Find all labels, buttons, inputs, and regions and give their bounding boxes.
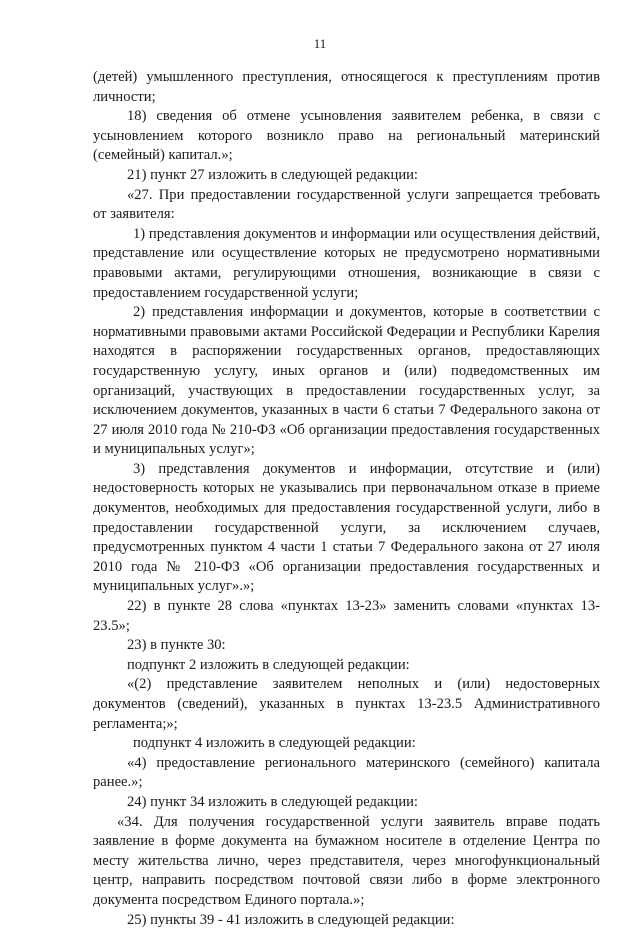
- paragraph-subpoint-2-text: «(2) представление заявителем неполных и (или) недостоверных документов (сведений), указанных в пунктах 13-23.5 Административного регламента;»;: [93, 676, 600, 732]
- paragraph-subitem-2: 2) представления информации и документов, которые в соответствии с нормативными правовыми актами Российской Федерации и Республики Карелия находятся в распоряжении государственных органов, предоставляющих государственную услугу, иных органов и (или) подведомственных им организаций, участвующих в предоставлении государственных услуг, за исключением документов, указанных в части 6 статьи 7 Федерального закона от 27 июля 2010 года № 210-ФЗ «Об организации предоставления государственных и муниципальных услуг»;: [93, 304, 600, 458]
- paragraph-item-23: 23) в пункте 30:: [127, 637, 226, 654]
- paragraph-item-21: 21) пункт 27 изложить в следующей редакции:: [127, 166, 418, 183]
- paragraph-item-25: 25) пункты 39 - 41 изложить в следующей редакции:: [127, 911, 455, 928]
- paragraph-subpoint-4-intro: подпункт 4 изложить в следующей редакции:: [133, 735, 416, 752]
- page-number: 11: [313, 36, 327, 51]
- paragraph-subitem-3: 3) представления документов и информации, отсутствие и (или) недостоверность которых не указывались при первоначальном отказе в приеме документов, необходимых для предоставления государственной услуги, либо в предоставлении государственной услуги, за исключением случаев, предусмотренных пунктом 4 части 1 статьи 7 Федерального закона от 27 июля 2010 года № 210-ФЗ «Об организации предоставления государственных и муниципальных услуг».»;: [93, 460, 600, 595]
- document-body: [93, 68, 600, 930]
- paragraph-subitem-1: 1) представления документов и информации или осуществления действий, представление или осуществление которых не предусмотрено нормативными правовыми актами, регулирующими отношения, возникающие в связи с предоставлением государственной услуги;: [93, 225, 600, 301]
- paragraph-item-22: 22) в пункте 28 слова «пунктах 13-23» заменить словами «пунктах 13-23.5»;: [93, 598, 600, 634]
- paragraph-subpoint-2-intro: подпункт 2 изложить в следующей редакции:: [127, 656, 410, 673]
- paragraph-item-18: 18) сведения об отмене усыновления заявителем ребенка, в связи с усыновлением которого возникло право на региональный материнский (семейный) капитал.»;: [93, 108, 600, 164]
- paragraph-item-24: 24) пункт 34 изложить в следующей редакции:: [127, 793, 418, 810]
- paragraph-subpoint-4-text: «4) предоставление регионального материнского (семейного) капитала ранее.»;: [93, 754, 600, 791]
- paragraph-clause-27: «27. При предоставлении государственной услуги запрещается требовать от заявителя:: [93, 186, 600, 223]
- paragraph-clause-34: «34. Для получения государственной услуги заявитель вправе подать заявление в форме документа на бумажном носителе в отделение Центра по месту жительства лично, через представителя, через многофункциональный центр, направить посредством почтовой связи либо в форме электронного документа посредством Единого портала.»;: [93, 813, 600, 908]
- paragraph-continuation: (детей) умышленного преступления, относящегося к преступлениям против личности;: [93, 69, 600, 105]
